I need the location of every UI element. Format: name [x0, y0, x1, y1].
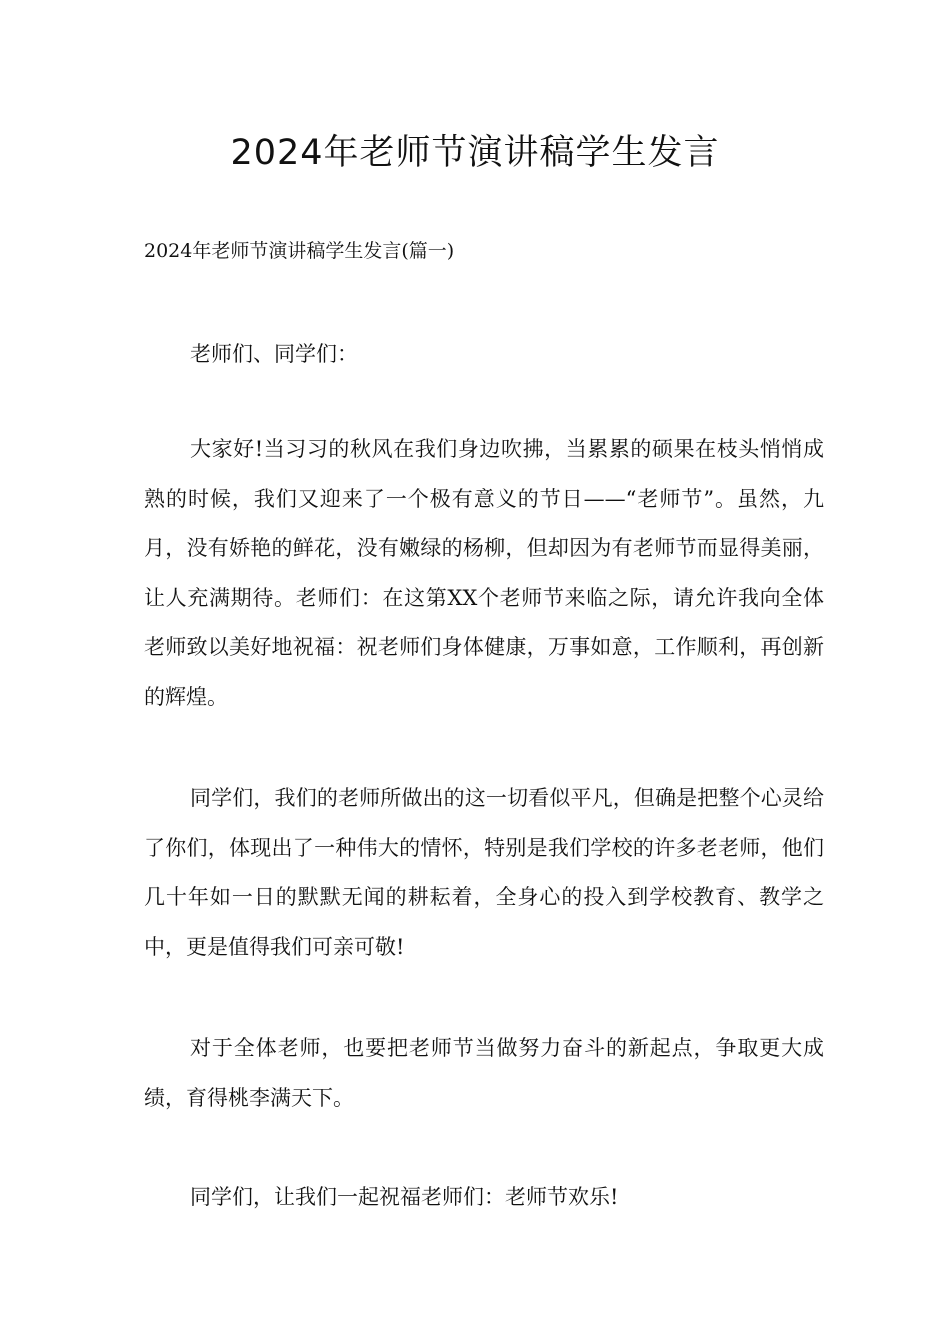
document-title: 2024年老师节演讲稿学生发言 — [230, 133, 720, 173]
paragraph-teachers: 同学们，我们的老师所做出的这一切看似平凡，但确是把整个心灵给了你们，体现出了一种伟大的情怀，特别是我们学校的许多老老师，他们几十年如一日的默默无闻的耕耘着，全身心的投入到学校教育、教学之中，更是值得我们可亲可敬! — [144, 786, 824, 959]
paragraph-greeting: 老师们、同学们： — [190, 342, 358, 366]
document-subtitle: 2024年老师节演讲稿学生发言(篇一) — [144, 240, 455, 262]
paragraph-goal: 对于全体老师，也要把老师节当做努力奋斗的新起点，争取更大成绩，育得桃李满天下。 — [144, 1036, 824, 1110]
paragraph-intro: 大家好!当习习的秋风在我们身边吹拂，当累累的硕果在枝头悄悄成熟的时候，我们又迎来了一个极有意义的节日——“老师节”。虽然，九月，没有娇艳的鲜花，没有嫩绿的杨柳，但却因为有老师节而显得美丽，让人充满期待。老师们：在这第XX个老师节来临之际，请允许我向全体老师致以美好地祝福：祝老师们身体健康，万事如意，工作顺利，再创新的辉煌。 — [144, 437, 824, 709]
paragraph-closing: 同学们，让我们一起祝福老师们：老师节欢乐! — [190, 1185, 619, 1209]
